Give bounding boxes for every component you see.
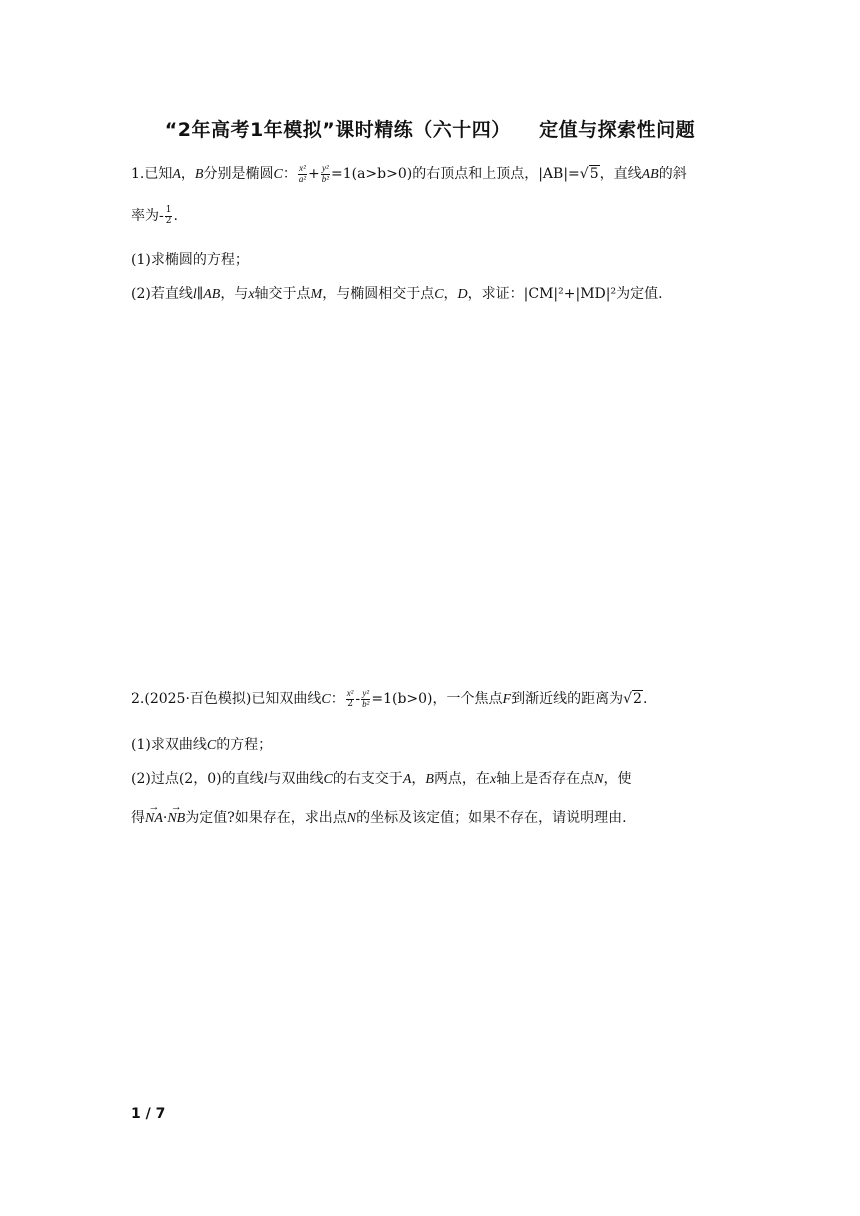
sqrt-5: √5 [579, 166, 599, 182]
problem-2-line-1: 2.(2025·百色模拟)已知双曲线C： $\frac{\text{x²}}{2}$ - $\frac{\text{y²}}{\text{b²}}$ =1(b>0)，一个焦点F到渐近线的距离为√2. [131, 687, 648, 709]
sqrt-2: √2 [623, 691, 642, 707]
fraction-y2-b2: $\frac{\text{y²}}{\text{b²}}$ [362, 687, 370, 709]
vector-nb: → NB [167, 811, 185, 827]
problem-2-part-2: (2)过点(2，0)的直线l与双曲线C的右支交于A，B两点，在x轴上是否存在点N，使 [131, 771, 632, 787]
problem-1-line-2: 率为- $\frac{1}{2}$ . [131, 204, 178, 226]
problem-1-part-2: (2)若直线l∥AB，与x轴交于点M，与椭圆相交于点C，D，求证：|CM|²+|MD|²为定值. [131, 286, 663, 302]
vector-na: → NA [145, 811, 163, 827]
problem-1-line-1: 1.已知A，B分别是椭圆C： $\frac{\text{x²}}{\text{a²}}$ + $\frac{\text{y²}}{\text{b²}}$ =1(a>b>0)的右顶点和上顶点，|AB|=√5，直线AB的斜 [131, 162, 687, 184]
problem-2-part-2-cont: 得→ NA·→ NB为定值?如果存在，求出点N的坐标及该定值；如果不存在，请说明理由. [131, 807, 627, 827]
fraction-x2-2: $\frac{\text{x²}}{2}$ [346, 687, 354, 709]
page-number: 1 / 7 [131, 1106, 166, 1122]
problem-1-part-1: (1)求椭圆的方程； [131, 252, 249, 268]
fraction-x2-a2: $\frac{\text{x²}}{\text{a²}}$ [298, 162, 307, 184]
page-title: “2年高考1年模拟”课时精练（六十四） 定值与探索性问题 [164, 119, 696, 141]
fraction-one-half: $\frac{1}{2}$ [165, 204, 172, 226]
problem-2-part-1: (1)求双曲线C的方程； [131, 737, 273, 753]
fraction-y2-b2: $\frac{\text{y²}}{\text{b²}}$ [321, 162, 329, 184]
